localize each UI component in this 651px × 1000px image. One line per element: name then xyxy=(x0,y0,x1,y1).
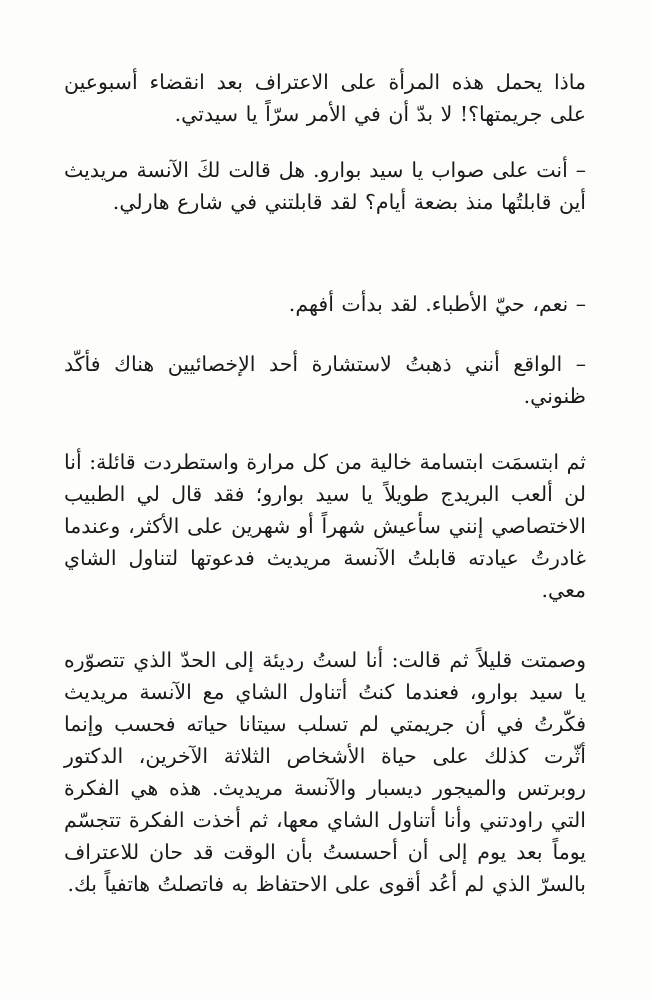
paragraph-4: – الواقع أنني ذهبتُ لاستشارة أحد الإخصائيين هناك فأكّد ظنوني. xyxy=(64,352,586,408)
paragraph-1: ماذا يحمل هذه المرأة على الاعتراف بعد انقضاء أسبوعين على جريمتها؟! لا بدّ أن في الأمر سرّاً يا سيدتي. xyxy=(64,70,586,126)
paragraph-6: وصمتت قليلاً ثم قالت: أنا لستُ رديئة إلى الحدّ الذي تتصوّره يا سيد بوارو، فعندما كنتُ أتناول الشاي مع الآنسة مريديث فكّرتُ في أن جريمتي لم تسلب سيتانا حياته فحسب وإنما أثّرت كذلك على حياة الأشخاص الثلاثة الآخرين، الدكتور روبرتس والميجور ديسبار والآنسة مريديث. هذه هي الفكرة التي راودتني وأنا أتناول الشاي معها، ثم أخذت الفكرة تتجسّم يوماً بعد يوم إلى أن أحسستُ بأن الوقت قد حان للاعتراف بالسرّ الذي لم أعُد أقوى على الاحتفاظ به فاتصلتُ هاتفياً بك. xyxy=(64,648,586,896)
paragraph-2: – أنت على صواب يا سيد بوارو. هل قالت لكَ الآنسة مريديث أين قابلتُها منذ بضعة أيام؟ لقد قابلتني في شارع هارلي. xyxy=(64,158,586,214)
paragraph-3: – نعم، حيّ الأطباء. لقد بدأت أفهم. xyxy=(288,292,586,316)
paragraph-5: ثم ابتسمَت ابتسامة خالية من كل مرارة واستطردت قائلة: أنا لن ألعب البريدج طويلاً يا سيد بوارو؛ فقد قال لي الطبيب الاختصاصي إنني سأعيش شهراً أو شهرين على الأكثر، وعندما غادرتُ عيادته قابلتُ الآنسة مريديث فدعوتها لتناول الشاي معي. xyxy=(64,450,586,602)
